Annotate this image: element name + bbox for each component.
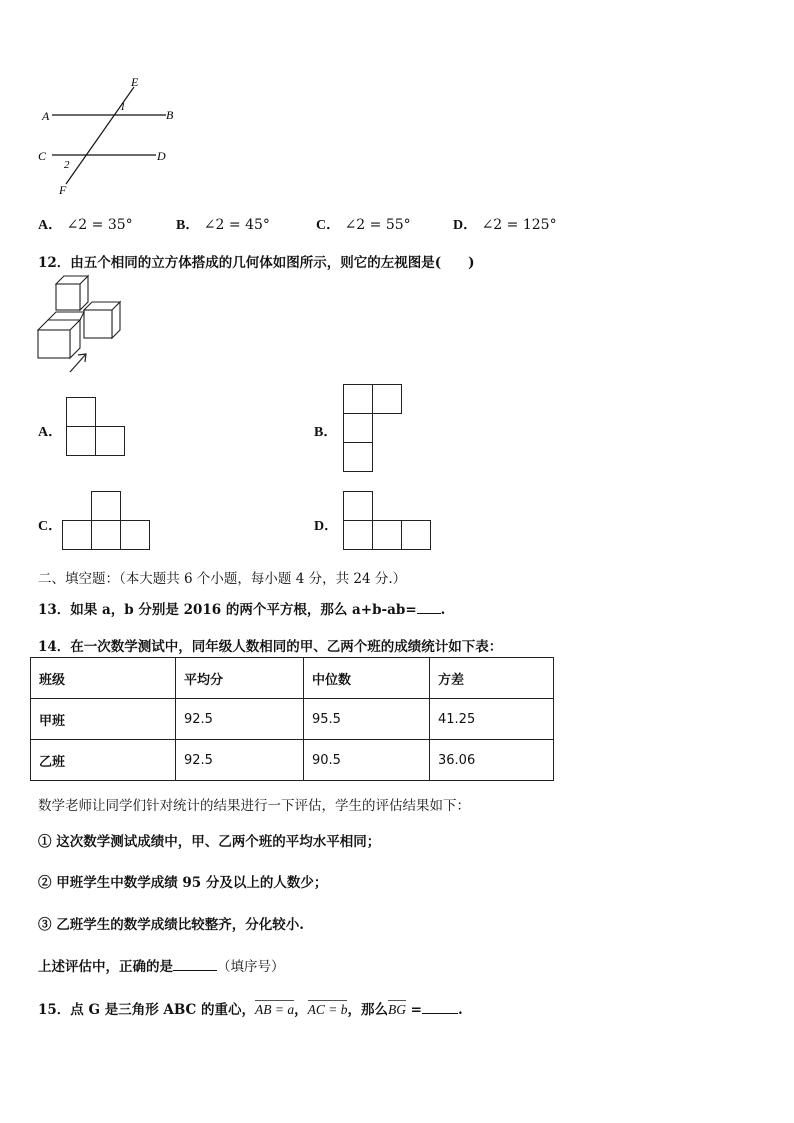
q12-option-b-figure[interactable] bbox=[343, 384, 403, 474]
q12-option-a-label[interactable] bbox=[38, 421, 62, 441]
square bbox=[91, 520, 121, 550]
label-f: F bbox=[59, 183, 67, 197]
square bbox=[343, 384, 373, 414]
label-a: A bbox=[42, 109, 50, 123]
option-letter: C． bbox=[38, 519, 63, 534]
table-cell: 乙班 bbox=[31, 740, 176, 781]
option-letter: D． bbox=[453, 218, 478, 233]
table-cell: 95.5 bbox=[304, 699, 430, 740]
q14-statement-1: ① 这次数学测试成绩中，甲、乙两个班的平均水平相同； bbox=[38, 834, 381, 850]
q13-stem: 13．如果 a，b 分别是 2016 的两个平方根，那么 a+b-ab= bbox=[38, 602, 417, 618]
square bbox=[372, 384, 402, 414]
q15-line bbox=[38, 998, 463, 1018]
table-cell: 41.25 bbox=[430, 699, 554, 740]
table-header-row bbox=[31, 658, 554, 699]
table-header-cell: 平均分 bbox=[176, 658, 304, 699]
q14-statement-2: ② 甲班学生中数学成绩 95 分及以上的人数少； bbox=[38, 875, 328, 891]
option-letter: B． bbox=[176, 218, 200, 233]
option-letter: D． bbox=[314, 519, 339, 534]
q15-part3: = bbox=[405, 1002, 422, 1018]
option-text: ∠2 = 35° bbox=[66, 217, 133, 233]
square bbox=[66, 397, 96, 427]
option-letter: A． bbox=[38, 425, 63, 440]
q15-tail: . bbox=[458, 1002, 463, 1018]
q13-stem-line bbox=[38, 598, 445, 618]
label-e: E bbox=[131, 75, 139, 89]
cube-solid-figure bbox=[36, 274, 136, 374]
q14-statement-3: ③ 乙班学生的数学成绩比较整齐，分化较小. bbox=[38, 917, 304, 933]
q12-option-d-label[interactable] bbox=[314, 515, 338, 535]
q12-option-b-label[interactable] bbox=[314, 421, 337, 441]
square bbox=[343, 442, 373, 472]
q13-tail: . bbox=[440, 602, 446, 618]
option-text: ∠2 = 55° bbox=[344, 217, 411, 233]
q13-answer-blank[interactable] bbox=[417, 600, 441, 615]
q11-option-d[interactable] bbox=[453, 214, 557, 234]
q15-part2: ，那么 bbox=[347, 1002, 388, 1018]
label-b: B bbox=[166, 108, 174, 122]
q15-vector-ac: AC = b bbox=[307, 1002, 348, 1017]
label-angle-1: 1 bbox=[120, 101, 126, 113]
square bbox=[66, 426, 96, 456]
option-letter: B． bbox=[314, 425, 338, 440]
q14-answer-line bbox=[38, 955, 285, 975]
q12-option-d-figure[interactable] bbox=[343, 491, 433, 551]
table-cell: 90.5 bbox=[304, 740, 430, 781]
q12-stem: 12．由五个相同的立方体搭成的几何体如图所示，则它的左视图是( ) bbox=[38, 255, 475, 271]
q14-stem: 14．在一次数学测试中，同年级人数相同的甲、乙两个班的成绩统计如下表： bbox=[38, 639, 503, 655]
section-heading: 二、填空题：（本大题共 6 个小题，每小题 4 分，共 24 分.） bbox=[38, 571, 407, 587]
label-c: C bbox=[38, 149, 47, 163]
square bbox=[343, 413, 373, 443]
table-header-cell: 方差 bbox=[430, 658, 554, 699]
table-cell: 36.06 bbox=[430, 740, 554, 781]
table-cell: 92.5 bbox=[176, 699, 304, 740]
q15-sep: ， bbox=[294, 1002, 308, 1018]
square bbox=[91, 491, 121, 521]
q12-option-c-label[interactable] bbox=[38, 515, 62, 535]
q15-vector-ab: AB = a bbox=[255, 1002, 295, 1017]
label-d: D bbox=[157, 149, 166, 163]
table-cell: 92.5 bbox=[176, 740, 304, 781]
option-text: ∠2 = 125° bbox=[481, 217, 557, 233]
label-angle-2: 2 bbox=[64, 159, 70, 171]
square bbox=[372, 520, 402, 550]
square bbox=[95, 426, 125, 456]
option-text: ∠2 = 45° bbox=[203, 217, 270, 233]
score-table bbox=[30, 657, 554, 781]
table-row bbox=[31, 699, 554, 740]
square bbox=[401, 520, 431, 550]
q14-answer-blank[interactable] bbox=[173, 957, 217, 972]
table-header-cell: 中位数 bbox=[304, 658, 430, 699]
q14-answer-suffix: （填序号） bbox=[217, 959, 285, 975]
option-letter: A． bbox=[38, 218, 63, 233]
q11-option-c[interactable] bbox=[316, 214, 411, 234]
q11-option-b[interactable] bbox=[176, 214, 270, 234]
q15-answer-blank[interactable] bbox=[422, 1000, 458, 1015]
table-cell: 甲班 bbox=[31, 699, 176, 740]
square bbox=[120, 520, 150, 550]
table-header-cell: 班级 bbox=[31, 658, 176, 699]
q15-vector-bg: BG bbox=[387, 1002, 406, 1017]
q14-answer-prompt: 上述评估中，正确的是 bbox=[38, 959, 173, 975]
q12-option-c-figure[interactable] bbox=[62, 491, 152, 551]
square bbox=[62, 520, 92, 550]
q14-intro: 数学老师让同学们针对统计的结果进行一下评估，学生的评估结果如下： bbox=[38, 798, 470, 814]
q15-part1: 15．点 G 是三角形 ABC 的重心， bbox=[38, 1002, 255, 1018]
q11-option-a[interactable] bbox=[38, 214, 133, 234]
table-row bbox=[31, 740, 554, 781]
option-letter: C． bbox=[316, 218, 341, 233]
parallel-lines-figure bbox=[30, 72, 190, 200]
square bbox=[343, 520, 373, 550]
square bbox=[343, 491, 373, 521]
q12-option-a-figure[interactable] bbox=[66, 397, 126, 457]
